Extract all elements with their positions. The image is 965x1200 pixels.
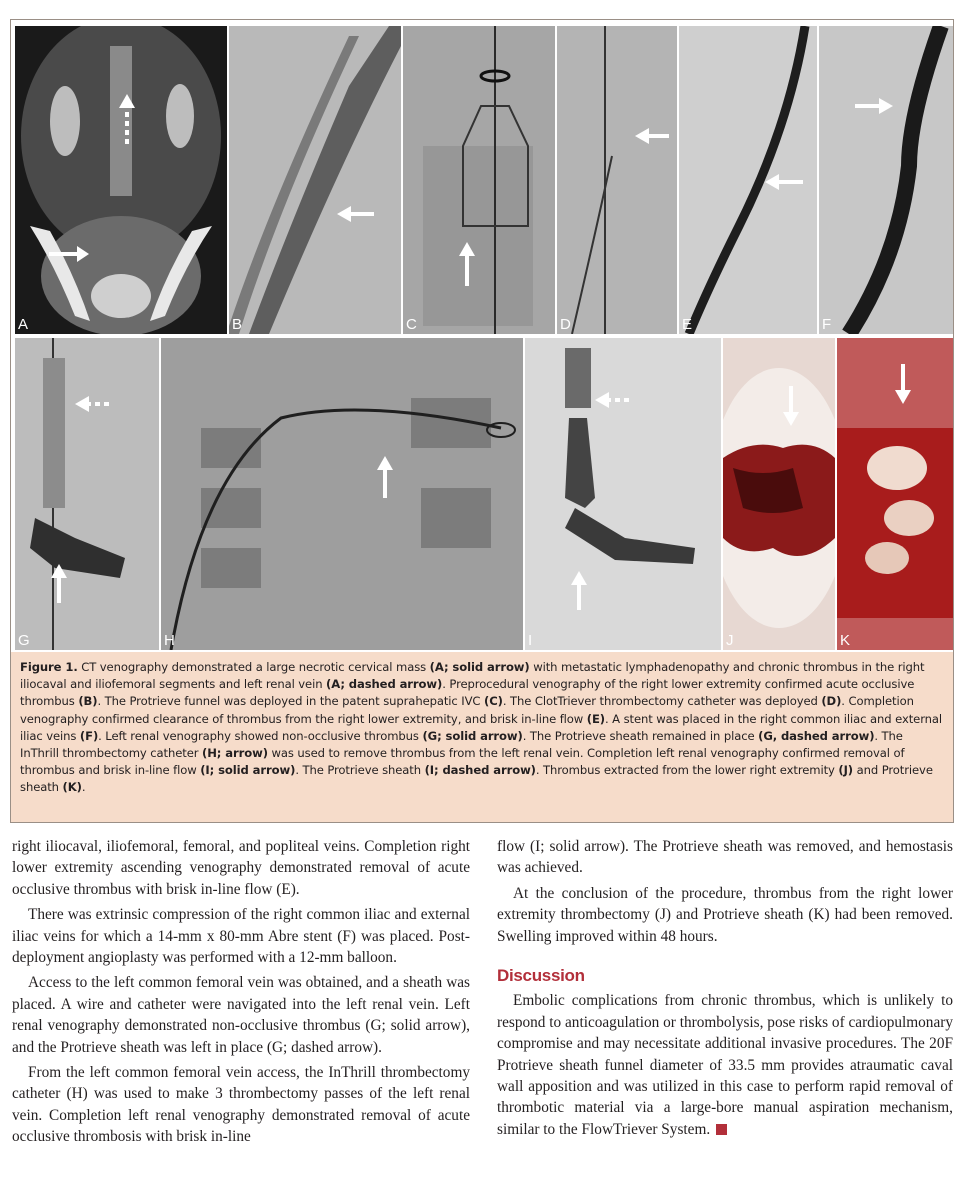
- body-column-right: [497, 836, 953, 1144]
- paragraph: flow (I; solid arrow). The Protrieve sheath was removed, and hemostasis was achieved.: [497, 838, 953, 877]
- venogram-image: [229, 26, 401, 334]
- panel-d: [557, 26, 677, 334]
- panel-label: E: [682, 316, 693, 333]
- caption-segment: .: [81, 780, 86, 795]
- panel-e: [679, 26, 817, 334]
- stent-venogram: [819, 26, 953, 334]
- caption-text: [20, 660, 942, 794]
- caption-segment: and Protrieve sheath: [20, 763, 933, 795]
- completion-renal-venogram: [525, 338, 721, 650]
- thrombus-photo-k: [837, 338, 953, 650]
- panel-label: I: [528, 632, 533, 649]
- panel-label: C: [406, 316, 417, 333]
- panel-a: [15, 26, 227, 334]
- caption-segment: . The Protrieve funnel was deployed in the patent suprahepatic IVC: [97, 694, 485, 709]
- figure-caption: [11, 652, 953, 822]
- panel-b: [229, 26, 401, 334]
- caption-segment: . The ClotTriever thrombectomy catheter was deployed: [502, 694, 822, 709]
- figure-label: Figure 1.: [20, 660, 78, 674]
- panel-label: B: [232, 316, 243, 333]
- panel-label: J: [726, 632, 734, 649]
- caption-segment: with metastatic lymphadenopathy and chronic thrombus in the right iliocaval and iliofemoral segments and left renal vein: [20, 660, 925, 692]
- caption-reference: (E): [586, 711, 605, 726]
- thrombus-photo-j: [723, 338, 835, 650]
- panel-g: [15, 338, 159, 650]
- caption-reference: (J): [838, 763, 854, 778]
- caption-reference: (H; arrow): [202, 746, 268, 761]
- caption-reference: (K): [62, 780, 82, 795]
- caption-segment: . The InThrill thrombectomy catheter: [20, 728, 903, 761]
- end-mark-icon: [716, 1124, 727, 1135]
- caption-reference: (D): [821, 694, 842, 709]
- caption-segment: . The Protrieve sheath: [295, 763, 425, 778]
- paragraph: From the left common femoral vein access, the InThrill thrombectomy catheter (H) was used to make 3 thrombectomy passes of the left renal vein. Completion left renal venography demonstrated removal of acute occlusive thrombosis with brisk in-line: [12, 1064, 470, 1146]
- panel-label: G: [18, 632, 30, 649]
- caption-segment: . Thrombus extracted from the lower right extremity: [535, 763, 839, 778]
- caption-segment: . A stent was placed in the right common iliac and external iliac veins: [20, 711, 943, 743]
- inthrill-image: [161, 338, 523, 650]
- completion-venogram: [679, 26, 817, 334]
- funnel-image: [403, 26, 555, 334]
- paragraph: right iliocaval, iliofemoral, femoral, and popliteal veins. Completion right lower extremity ascending venography demonstrated removal of acute occlusive thrombus with brisk in-line flow (E).: [12, 838, 470, 898]
- caption-reference: (A; dashed arrow): [326, 677, 443, 692]
- caption-reference: (I; solid arrow): [200, 763, 296, 778]
- ct-image: [15, 26, 227, 334]
- panel-i: [525, 338, 721, 650]
- panel-h: [161, 338, 523, 650]
- caption-segment: . The Protrieve sheath remained in place: [522, 728, 759, 743]
- panel-label: F: [822, 316, 832, 333]
- caption-reference: (G; solid arrow): [422, 728, 523, 743]
- caption-reference: (F): [79, 728, 99, 743]
- panel-label: H: [164, 632, 175, 649]
- panel-label: D: [560, 316, 571, 333]
- caption-segment: . Left renal venography showed non-occlusive thrombus: [98, 728, 423, 743]
- panel-label: K: [840, 632, 851, 649]
- caption-segment: CT venography demonstrated a large necrotic cervical mass: [77, 660, 430, 674]
- caption-reference: (B): [78, 694, 98, 709]
- section-heading-discussion: Discussion: [497, 966, 585, 986]
- discussion-paragraph: Embolic complications from chronic thrombus, which is unlikely to respond to anticoagulation or thrombolysis, pose risks of cardiopulmonary compromise and may necessitate additional invasive procedures. The 20F Protrieve sheath funnel diameter of 33.5 mm provides atraumatic caval wall apposition and was utilized in this case to perform rapid removal of thrombotic material via a large-bore manual aspiration mechanism, similar to the FlowTriever System.: [497, 992, 953, 1138]
- caption-reference: (C): [484, 694, 503, 709]
- caption-segment: . Preprocedural venography of the right lower extremity confirmed acute occlusive thrombus: [20, 677, 915, 709]
- renal-venogram: [15, 338, 159, 650]
- panel-label: A: [18, 316, 29, 333]
- caption-segment: . Completion venography confirmed clearance of thrombus from the right lower extremity, and brisk in-line flow: [20, 694, 914, 726]
- caption-reference: (I; dashed arrow): [424, 763, 536, 778]
- caption-reference: (A; solid arrow): [429, 660, 530, 674]
- paragraph: There was extrinsic compression of the right common iliac and external iliac veins for which a 14-mm x 80-mm Abre stent (F) was placed. Post-deployment angioplasty was performed with a 12-mm balloon.: [12, 906, 470, 967]
- paragraph: At the conclusion of the procedure, thrombus from the right lower extremity thrombectomy (J) and Protrieve sheath (K) had been removed. Swelling improved within 48 hours.: [497, 884, 953, 945]
- body-column-left: [12, 836, 470, 1152]
- panel-c: [403, 26, 555, 334]
- paragraph: Access to the left common femoral vein was obtained, and a sheath was placed. A wire and catheter were navigated into the left renal vein. Left renal venography demonstrated non-occlusive thrombus (G; solid arrow), and the Protrieve sheath was left in place (G; dashed arrow).: [12, 974, 470, 1056]
- catheter-image: [557, 26, 677, 334]
- caption-segment: was used to remove thrombus from the left renal vein. Completion left renal venography confirmed removal of thrombus and brisk in-line flow: [20, 746, 905, 778]
- figure-1: [10, 19, 954, 823]
- panel-k: [837, 338, 953, 650]
- caption-reference: (G, dashed arrow): [758, 728, 875, 743]
- panel-f: [819, 26, 953, 334]
- panel-j: [723, 338, 835, 650]
